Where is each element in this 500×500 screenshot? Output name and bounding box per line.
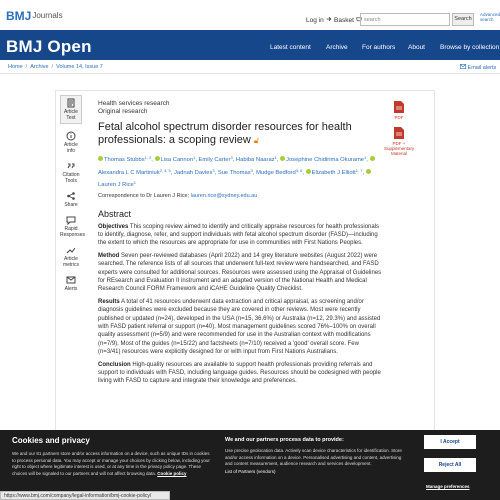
email-alerts-link[interactable] (460, 64, 496, 71)
author-affiliation: 1 (364, 155, 367, 160)
article-title-text: Fetal alcohol spectrum disorder resources for health professionals: a scoping review (98, 121, 352, 146)
pdf-supplementary-link[interactable] (384, 126, 414, 156)
abstract-conclusion (98, 361, 383, 386)
login-label: Log in (306, 17, 324, 24)
accept-cookies-button[interactable]: I Accept (424, 435, 476, 449)
author-link[interactable]: Habiba Naaraz (235, 157, 275, 163)
top-bar (0, 0, 500, 30)
author-link[interactable]: Josephine Chidirima Okurame (286, 157, 365, 163)
logo-subtext: Journals (32, 11, 63, 20)
pdf-label: PDF (394, 115, 404, 120)
bmj-journals-logo[interactable] (6, 9, 63, 23)
cookie-policy-link[interactable]: Cookie policy (157, 470, 187, 476)
sidebar-item-article-info[interactable] (60, 131, 82, 154)
results-text: A total of 41 resources underwent data extraction and critical appraisal, as screening and/or diagnosis guidelines were excluded because they are covered in other reviews. Most were recently published or updated (n=24), developed in the USA (n=15, 36.6%) or Australia (n=12, 29.3%) and assisted with FASD patient referral or support (n=40). Most management guidelines scored 76%–100% on overall quality assessment (n=5/9) and were recommended for use in the Australian context with modifications (n=7/9). Most of the guides (n=15/22) and factsheets (n=7/10) received a 'good' overall score. Few (n=3/41) resources were explicitly designed for or with input from First Nations Australians. (98, 298, 381, 356)
sidebar-item-rapid-responses[interactable] (60, 215, 86, 238)
cookie-banner (0, 430, 500, 500)
breadcrumb-issue[interactable]: Volume 14, Issue 7 (56, 64, 103, 70)
author-affiliation: 3 (212, 167, 215, 173)
author-affiliation: 1, 2 (144, 155, 152, 160)
chat-icon (66, 215, 76, 225)
nav-archive[interactable]: Archive (326, 44, 348, 51)
nav-about[interactable]: About (408, 44, 425, 51)
breadcrumb-separator: / (25, 64, 28, 70)
cookie-vendors-link[interactable]: List of Partners (vendors) (225, 468, 276, 474)
author-link[interactable]: Emily Carter (198, 157, 231, 163)
author-link[interactable]: Elizabeth J Elliott (311, 169, 356, 176)
share-icon (66, 191, 76, 201)
author-link[interactable]: Alexandra L C Martiniuk (98, 169, 160, 176)
cookie-body: We and our 81 partners store and/or access information on a device, such as unique IDs in cookies to process personal data. You may accept or manage your choices by clicking below, including your right to object where legitimate interest is used, or at any time in the privacy policy page. These choices will be signaled to our partners and will not affect browsing data. (12, 451, 210, 476)
author-affiliation: 1 (274, 155, 277, 160)
orcid-icon (280, 156, 285, 161)
correspondence (98, 193, 383, 199)
logo-text: BMJ (6, 9, 32, 23)
article-type: Original research (98, 108, 148, 115)
quote-icon (66, 161, 76, 171)
cookie-purposes-text: Use precise geolocation data. Actively scan device characteristics for identification. Store and/or access information on a device. Personalised advertising and content, advertising and content measurement, audience research and services development. (225, 448, 402, 466)
sidebar-item-share[interactable] (60, 191, 82, 208)
author-link[interactable]: Thomas Stubbs (104, 157, 145, 163)
search-button[interactable]: Search (452, 13, 474, 26)
cookie-purposes (225, 437, 410, 474)
conclusion-text: High-quality resources are available to support health professionals providing referrals and support to individuals with FASD, including language guides. Resources should be codesigned with people living with FASD to capture and integrate their knowledge and preferences. (98, 361, 381, 385)
abstract-objectives (98, 223, 383, 248)
pdf-supplementary-label: PDF + Supplementary Material (384, 141, 415, 156)
alert-icon (66, 275, 76, 285)
sidebar-item-label: Article Text (64, 109, 78, 121)
orcid-icon (98, 156, 103, 161)
author-link[interactable]: Mudge Bedford (256, 169, 296, 176)
author-affiliation: 1 (193, 155, 196, 160)
cookie-text (12, 451, 212, 477)
author-link[interactable]: Lauren J Rice (98, 182, 134, 188)
cookie-info (12, 436, 212, 477)
reject-cookies-button[interactable]: Reject All (424, 458, 476, 472)
objectives-text: This scoping review aimed to identify and critically appraise resources for health professionals to identify, diagnose, refer, and support individuals with fetal alcohol spectrum disorder (FASD)—including the extent to which the resources are appropriate for use in communities with First Nations Peoples. (98, 223, 380, 247)
abstract-method (98, 252, 383, 294)
cookie-heading: Cookies and privacy (12, 436, 90, 445)
advanced-search-link[interactable]: Advanced search (480, 12, 500, 22)
pdf-supplementary-icon (393, 126, 405, 140)
info-icon (66, 131, 76, 141)
document-icon (66, 98, 76, 108)
article-section: Health services research (98, 100, 170, 107)
cookie-purposes-heading: We and our partners process data to provide: (225, 437, 344, 443)
journal-title[interactable]: BMJ Open (6, 37, 92, 56)
breadcrumb-bar (0, 60, 500, 74)
login-icon (326, 16, 332, 22)
sidebar-item-article-text[interactable] (60, 95, 82, 124)
sidebar-item-label: Article metrics (62, 256, 80, 268)
sidebar-item-label: Alerts (64, 286, 78, 292)
breadcrumb-separator: / (51, 64, 54, 70)
method-label: Method (98, 252, 120, 259)
author-affiliation: 1 (133, 180, 137, 185)
author-link[interactable]: Sue Thomas (217, 169, 251, 176)
conclusion-label: Conclusion (98, 361, 131, 368)
sidebar-item-label: Article info (64, 142, 78, 154)
breadcrumb-home[interactable]: Home (8, 64, 23, 70)
browser-status-url: https://www.bmj.com/company/legal-information/bmj-cookie-policy/ (0, 491, 170, 500)
author-affiliation: 1, 7 (355, 167, 363, 173)
nav-browse-collection[interactable]: Browse by collection (440, 44, 500, 51)
author-affiliation: 3, 6 (295, 167, 303, 173)
nav-latest-content[interactable]: Latest content (270, 44, 311, 51)
correspondence-label: Correspondence to Dr Lauren J Rice; (98, 192, 190, 199)
breadcrumb (8, 64, 103, 70)
author-affiliation: 2, 4, 5 (159, 167, 171, 173)
search-input[interactable]: search (360, 13, 450, 26)
pdf-download-link[interactable] (384, 100, 414, 120)
orcid-icon (155, 156, 160, 161)
results-label: Results (98, 298, 120, 305)
sidebar-item-label: Share (64, 202, 78, 208)
author-link[interactable]: Lisa Cannon (160, 157, 194, 163)
pdf-icon (393, 100, 405, 114)
basket-link[interactable] (334, 16, 362, 24)
article-sidebar (60, 95, 86, 299)
author-list: Thomas Stubbs$^{1, 2}$, Lisa Cannon$^1$, Emily Carter$^3$, Habiba Naaraz$^1$, Josephine Chidirima Okurame$^1$, Alexandra L C Martiniuk$^{2, 4, 5}$, Jadnah Davies$^3$, Sue Thomas$^3$, Mudge Bedford$^{3, 6}$, Elizabeth J Elliott$^{1, 7}$, Lauren J Rice$^1$ (98, 153, 383, 191)
article-content (98, 100, 383, 386)
sidebar-item-article-metrics[interactable] (60, 245, 82, 268)
orcid-icon (306, 169, 311, 174)
article-title (98, 121, 383, 147)
orcid-icon (366, 169, 371, 174)
sidebar-item-label: Citation Tools (62, 172, 80, 184)
open-access-icon: 🔓︎ (253, 136, 260, 145)
author-link[interactable]: Jadnah Davies (174, 169, 213, 176)
abstract-results (98, 298, 383, 357)
author-affiliation: 3 (230, 155, 233, 160)
author-affiliation: 3 (250, 167, 253, 173)
manage-preferences-link[interactable]: Manage preferences (426, 484, 470, 489)
email-icon (460, 64, 466, 69)
correspondence-email-link[interactable]: lauren.rice@sydney.edu.au (190, 192, 258, 199)
abstract-heading: Abstract (98, 208, 132, 219)
sidebar-item-alerts[interactable] (60, 275, 82, 292)
objectives-label: Objectives (98, 223, 129, 230)
email-alerts-label: Email alerts (467, 65, 497, 71)
journal-header (0, 30, 500, 60)
method-text: Seven peer-reviewed databases (April 2022) and 14 grey literature websites (August 2022) were searched. The reference lists of all sources that underwent full-text review were handsearched, and FASD experts were consulted for additional sources. Resources were assessed using the Appraisal of Guidelines for REsearch and Evaluation II instrument and an adapted version of the National Health and Medical Research Council FORM Framework and iCAHE Guideline Quality Checklist. (98, 252, 382, 293)
sidebar-item-citation-tools[interactable] (60, 161, 82, 184)
breadcrumb-archive[interactable]: Archive (30, 64, 49, 70)
sidebar-item-label: Rapid Responses (60, 226, 86, 238)
metrics-icon (66, 245, 76, 255)
nav-for-authors[interactable]: For authors (362, 44, 396, 51)
download-column (384, 100, 414, 162)
basket-label: Basket (334, 17, 354, 24)
orcid-icon (370, 156, 375, 161)
login-link[interactable] (306, 16, 332, 24)
